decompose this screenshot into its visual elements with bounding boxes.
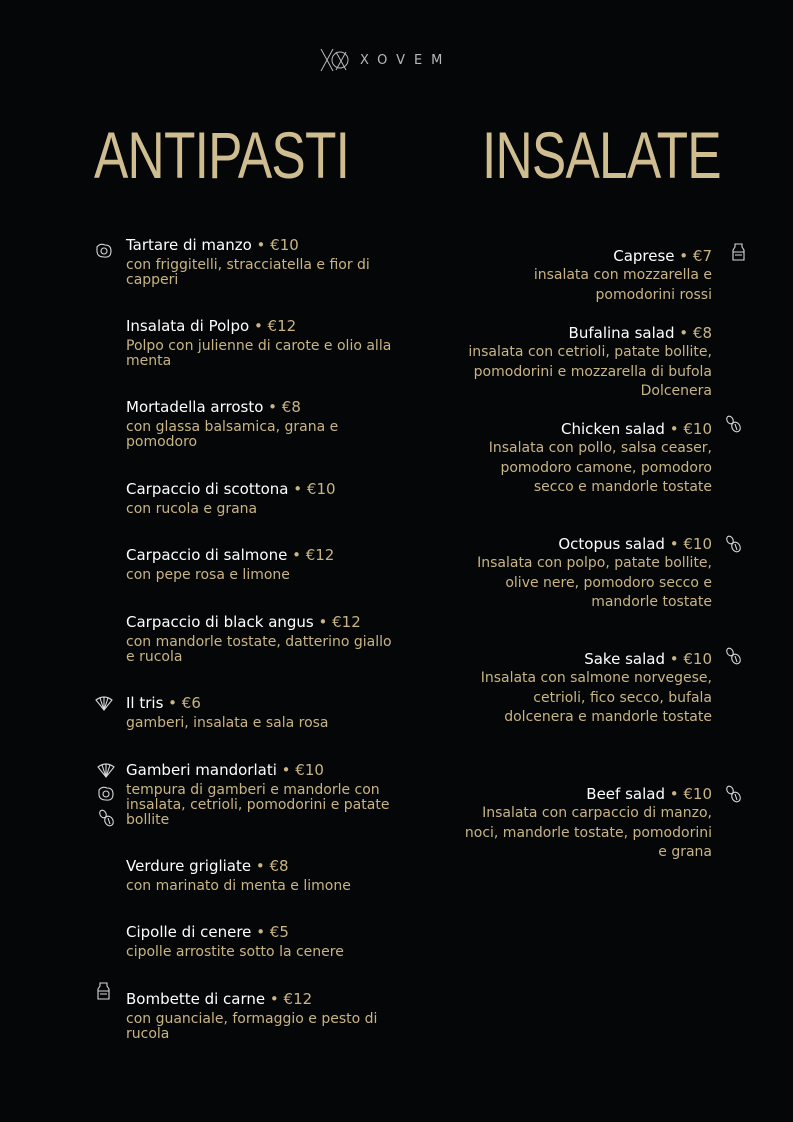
item-name: Beef salad [586, 785, 665, 803]
brand-monogram-icon [318, 46, 354, 74]
item-name: Carpaccio di scottona [126, 480, 289, 498]
shell-icon [96, 760, 116, 780]
menu-item [126, 857, 396, 894]
menu-item [462, 785, 712, 863]
item-description: con guanciale, formaggio e pesto di rucola [126, 1011, 378, 1042]
item-description: con glassa balsamica, grana e pomodoro [126, 419, 339, 450]
item-description: con pepe rosa e limone [126, 567, 290, 583]
menu-item [462, 247, 712, 305]
item-price: • €7 [679, 247, 712, 265]
egg-icon [96, 784, 116, 804]
item-price: • €10 [669, 785, 712, 803]
menu-item [126, 398, 396, 450]
item-name: Caprese [613, 247, 675, 265]
item-price: • €6 [168, 694, 201, 712]
item-name: Cipolle di cenere [126, 923, 252, 941]
item-description: insalata con mozzarella e pomodorini rossi [533, 267, 712, 303]
item-price: • €12 [318, 613, 361, 631]
nuts-icon [723, 534, 743, 554]
item-price: • €10 [669, 420, 712, 438]
section-title-antipasti: ANTIPASTI [94, 118, 350, 192]
menu-item [462, 420, 712, 498]
menu-item [462, 535, 712, 613]
item-price: • €12 [292, 546, 335, 564]
menu-item [126, 990, 396, 1042]
item-description: insalata con cetrioli, patate bollite, pomodorini e mozzarella di bufola Dolcenera [468, 344, 712, 399]
item-name: Bombette di carne [126, 990, 266, 1008]
menu-item [126, 546, 396, 583]
milk-icon [94, 981, 114, 1001]
item-price: • €8 [268, 398, 301, 416]
item-name: Tartare di manzo [126, 236, 252, 254]
item-name: Chicken salad [561, 420, 665, 438]
item-description: cipolle arrostite sotto la cenere [126, 944, 344, 960]
item-price: • €10 [281, 761, 324, 779]
menu-item [126, 317, 396, 369]
nuts-icon [723, 646, 743, 666]
item-name: Bufalina salad [568, 324, 675, 342]
menu-item [126, 613, 396, 665]
menu-item [462, 650, 712, 728]
menu-item [126, 480, 396, 517]
menu-item [126, 694, 396, 731]
nuts-icon [723, 414, 743, 434]
item-price: • €8 [255, 857, 289, 875]
menu-item [126, 761, 396, 828]
item-price: • €10 [293, 480, 336, 498]
item-name: Carpaccio di black angus [126, 613, 314, 631]
item-description: con mandorle tostate, datterino giallo e rucola [126, 634, 392, 665]
item-name: Gamberi mandorlati [126, 761, 277, 779]
item-price: • €10 [669, 535, 712, 553]
item-description: Polpo con julienne di carote e olio alla menta [126, 338, 392, 369]
item-name: Il tris [126, 694, 164, 712]
item-description: con marinato di menta e limone [126, 878, 351, 894]
item-price: • €12 [269, 990, 313, 1008]
item-description: Insalata con pollo, salsa ceaser, pomodoro camone, pomodoro secco e mandorle tostate [488, 440, 712, 495]
milk-icon [729, 242, 749, 262]
nuts-icon [96, 808, 116, 828]
item-price: • €10 [256, 236, 299, 254]
item-description: tempura di gamberi e mandorle con insalata, cetrioli, pomodorini e patate bollite [126, 782, 390, 828]
brand-logo [318, 46, 478, 74]
item-name: Mortadella arrosto [126, 398, 264, 416]
brand-name: XOVEM [360, 52, 452, 68]
item-description: Insalata con carpaccio di manzo, noci, mandorle tostate, pomodorini e grana [464, 805, 712, 860]
item-description: gamberi, insalata e sala rosa [126, 715, 329, 731]
item-price: • €8 [679, 324, 712, 342]
item-description: Insalata con salmone norvegese, cetrioli, fico secco, bufala dolcenera e mandorle tostate [480, 670, 712, 725]
item-name: Octopus salad [558, 535, 665, 553]
item-price: • €5 [256, 923, 289, 941]
item-price: • €12 [253, 317, 297, 335]
section-title-insalate: INSALATE [482, 118, 721, 192]
item-name: Carpaccio di salmone [126, 546, 288, 564]
nuts-icon [723, 784, 743, 804]
menu-item [126, 923, 396, 960]
item-description: Insalata con polpo, patate bollite, olive nere, pomodoro secco e mandorle tostate [477, 555, 712, 610]
shell-icon [94, 693, 114, 713]
item-description: con rucola e grana [126, 501, 258, 517]
item-name: Insalata di Polpo [126, 317, 250, 335]
item-price: • €10 [669, 650, 712, 668]
menu-item [126, 236, 396, 288]
egg-icon [94, 241, 114, 261]
item-description: con friggitelli, stracciatella e fior di capperi [126, 257, 370, 288]
menu-item [462, 324, 712, 402]
item-name: Sake salad [584, 650, 665, 668]
item-name: Verdure grigliate [126, 857, 252, 875]
